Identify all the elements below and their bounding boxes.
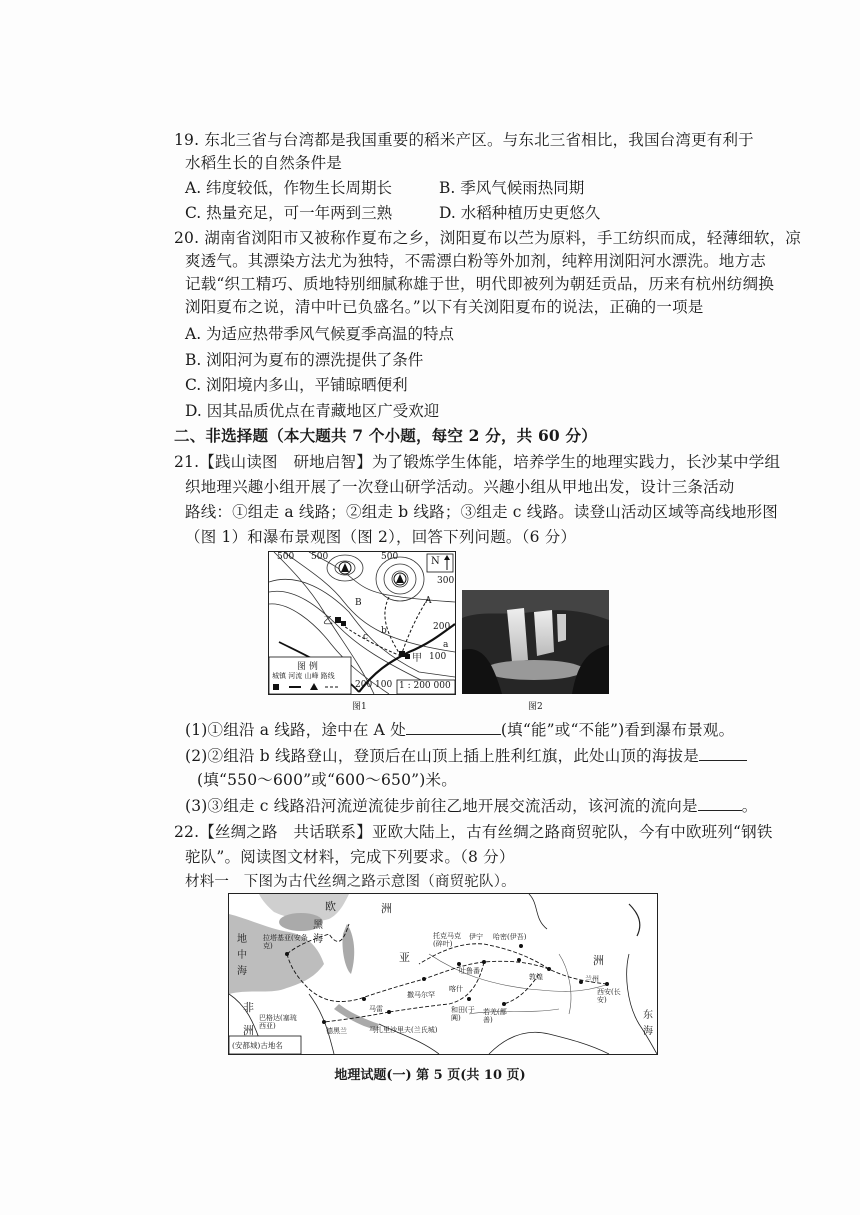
q20-stem-line1: 20. 湖南省浏阳市又被称作夏布之乡，浏阳夏布以苎为原料，手工纺织而成，轻薄细软，凉: [174, 229, 801, 247]
answer-blank[interactable]: [406, 720, 501, 735]
city-label: 敦煌: [529, 973, 543, 981]
q21-sub3-end: 。: [741, 797, 758, 815]
town-icon: [341, 621, 346, 626]
q21-sub2: [185, 744, 747, 766]
q20-option-b: B. 浏阳河为夏布的漂洗提供了条件: [185, 351, 424, 369]
q21-sub1-text: (1)①组沿 a 线路，途中在 A 处: [185, 721, 406, 739]
figure2-caption: 图2: [528, 702, 543, 712]
figure1-caption: 图1: [352, 702, 367, 712]
city-label: 伊宁: [469, 933, 483, 941]
jia-label: 甲: [412, 653, 422, 664]
q19-stem-line2: 水稻生长的自然条件是: [185, 154, 343, 172]
contour-label: 100: [429, 652, 447, 662]
town-icon: [405, 654, 410, 659]
east-sea-label-2: 海: [643, 1026, 653, 1037]
city-label: 拉塔基亚(安条克): [263, 934, 308, 950]
med-sea-label-3: 海: [237, 966, 247, 977]
q19-option-b: B. 季风气候雨热同期: [439, 179, 585, 197]
contour-map-figure: [268, 551, 456, 695]
contour-label: 200: [355, 680, 373, 690]
q20-stem-line4: 浏阳夏布之说，清中叶已负盛名。”以下有关浏阳夏布的说法，正确的一项是: [185, 298, 704, 316]
q21-stem-line3: 路线：①组走 a 线路；②组走 b 线路；③组走 c 线路。读登山活动区域等高线地形图: [185, 503, 779, 521]
q21-sub2-hint: (填“550～600”或“600～650”)米。: [197, 771, 457, 789]
europe-label-1: 欧: [325, 900, 336, 913]
med-sea-label-2: 中: [237, 950, 247, 961]
q21-stem-line4: （图 1）和瀑布景观图（图 2），回答下列问题。（6 分）: [185, 528, 577, 546]
black-sea-label-1: 黑: [313, 920, 323, 931]
med-sea-label-1: 地: [237, 934, 247, 945]
contour-label: 200: [433, 622, 451, 632]
answer-blank[interactable]: [699, 746, 747, 761]
asia-label-1: 亚: [399, 951, 410, 964]
q19-option-c: C. 热量充足，可一年两到三熟: [185, 204, 393, 222]
q21-sub3-text: (3)③组走 c 线路沿河流逆流徒步前往乙地开展交流活动，该河流的流向是: [185, 797, 698, 815]
map-legend: (安都城)古地名: [232, 1041, 283, 1050]
city-label: 马雷: [369, 1005, 383, 1013]
route-a-label: a: [443, 640, 449, 650]
yi-label: 乙: [323, 616, 333, 627]
black-sea-label-2: 海: [313, 934, 323, 945]
q21-sub1: [185, 718, 734, 740]
city-label: 托克马克(碎叶): [433, 932, 461, 948]
city-label: 哈密(伊吾): [493, 933, 527, 941]
q20-stem-line2: 爽透气。其漂染方法尤为独特，不需漂白粉等外加剂，纯粹用浏阳河水漂洗。地方志: [185, 252, 766, 270]
city-label: 喀什: [449, 985, 463, 993]
q22-stem-line2: 驼队”。阅读图文材料，完成下列要求。（8 分）: [185, 848, 515, 866]
page-footer: 地理试题(一) 第 5 页(共 10 页): [334, 1068, 526, 1083]
city-label: 西安(长安): [597, 988, 621, 1004]
town-icon: [399, 651, 405, 657]
q21-sub3: [185, 794, 757, 816]
q20-option-a: A. 为适应热带季风气候夏季高温的特点: [185, 325, 455, 343]
contour-label: 500: [311, 552, 329, 562]
q20-option-d: D. 因其品质优点在青藏地区广受欢迎: [185, 402, 440, 420]
q20-stem-line3: 记载“织工精巧、质地特别细腻称雄于世，明代即被列为朝廷贡品，历来有杭州纺绸换: [185, 275, 775, 293]
city-label: 撒马尔罕: [407, 991, 435, 999]
city-label: 巴格达(塞琉西亚): [259, 1014, 297, 1030]
q19-option-a: A. 纬度较低，作物生长周期长: [185, 179, 393, 197]
section-2-heading: 二、非选择题（本大题共 7 个小题，每空 2 分，共 60 分）: [174, 426, 597, 445]
contour-label: 500: [381, 552, 399, 562]
legend-items: 城镇 河流 山峰 路线: [272, 672, 335, 680]
town-icon: [335, 617, 341, 623]
point-a-label: A: [425, 596, 432, 606]
q21-sub2-text: (2)②组沿 b 线路登山，登顶后在山顶上插上胜利红旗，此处山顶的海拔是: [185, 747, 699, 765]
contour-label: 100: [375, 680, 393, 690]
route-c-label: c: [363, 632, 369, 642]
q22-material1: 材料一 下图为古代丝绸之路示意图（商贸驼队）。: [185, 874, 516, 890]
contour-label: 500: [277, 552, 295, 562]
city-label: 吐鲁番: [459, 967, 480, 975]
europe-label-2: 洲: [381, 902, 392, 915]
scale-label: 1 : 200 000: [399, 681, 451, 691]
route-b-label: b: [381, 626, 387, 636]
city-label: 和田(于阗): [451, 1006, 475, 1022]
q21-stem-line2: 织地理兴趣小组开展了一次登山研学活动。兴趣小组从甲地出发，设计三条活动: [185, 478, 735, 496]
answer-blank[interactable]: [698, 796, 742, 811]
city-label: 马扎里沙里夫(兰氏城): [369, 1026, 438, 1034]
legend-title: 图 例: [297, 662, 318, 672]
city-label: 若羌(鄯善): [483, 1008, 507, 1024]
q21-stem-line1: 21.【践山读图 研地启智】为了锻炼学生体能，培养学生的地理实践力，长沙某中学组: [174, 453, 781, 471]
q19-option-d: D. 水稻种植历史更悠久: [439, 204, 601, 222]
city-label: 德黑兰: [326, 1027, 347, 1035]
contour-label: 300: [437, 576, 455, 586]
point-b-label: B: [355, 598, 362, 608]
silk-road-map: [228, 893, 658, 1055]
asia-label-2: 洲: [593, 954, 604, 967]
east-sea-label-1: 东: [643, 1010, 653, 1021]
waterfall-image: [462, 590, 609, 694]
africa-label-2: 洲: [243, 1024, 254, 1037]
q20-option-c: C. 浏阳境内多山，平铺晾晒便利: [185, 376, 408, 394]
q19-stem-line1: 19. 东北三省与台湾都是我国重要的稻米产区。与东北三省相比，我国台湾更有利于: [174, 131, 754, 149]
africa-label-1: 非: [243, 1001, 254, 1014]
north-label: N: [431, 556, 440, 567]
q22-stem-line1: 22.【丝绸之路 共话联系】亚欧大陆上，古有丝绸之路商贸驼队，今有中欧班列“钢铁: [174, 823, 773, 841]
waterfall-photo: [462, 590, 609, 694]
city-label: 兰州: [585, 975, 599, 983]
q21-sub1-hint: (填“能”或“不能”)看到瀑布景观。: [500, 721, 735, 739]
